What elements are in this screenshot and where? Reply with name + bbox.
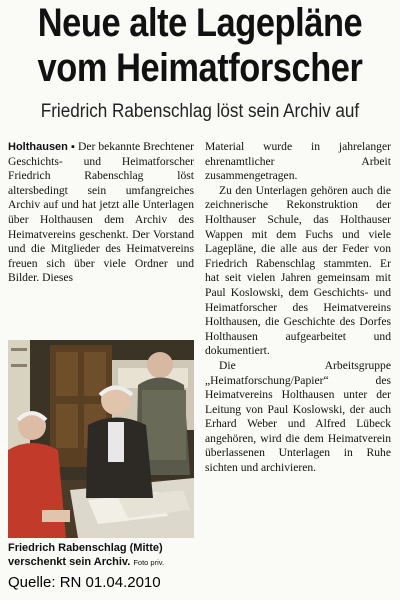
article-paragraph: Zu den Unterlagen gehören auch die zeichnerische Rekonstruktion der Holthauser Schule, das Holthauser Wappen mit dem Fuchs und viele Lagepläne, die alle aus der Feder von Friedrich Rabenschlag stammten. Er hat seit vielen Jahren gemeinsam mit Paul Koslowski, dem Geschichts- und Heimatforscher des Heimatvereins Holthausen, die Geschichte des Dorfes Holthausen aufgearbeitet und dokumentiert. <box>205 183 391 358</box>
article-paragraph <box>8 140 194 286</box>
article-paragraph: Die Arbeitsgruppe „Heimatforschung/Papier“ des Heimatvereins Holthausen unter der Leitung von Paul Koslowski, der auch Erhard Weber und Alfred Lübeck angehören, wird die dem Heimatverein überlassenen Unterlagen in Ruhe sichten und archivieren. <box>205 358 391 475</box>
article-column-right <box>205 140 391 476</box>
headline-line-2: vom Heimatforscher <box>37 46 363 90</box>
article-paragraph: Material wurde in jahrelanger ehrenamtlicher Arbeit zusammengetragen. <box>205 140 391 183</box>
caption-line-2: verschenkt sein Archiv. <box>8 556 131 568</box>
article-photo <box>8 340 194 538</box>
photo-credit: Foto priv. <box>133 558 165 567</box>
dateline: Holthausen <box>8 141 68 153</box>
headline-line-1: Neue alte Lagepläne <box>37 1 363 45</box>
article-text: Der bekannte Brechtener Geschichts- und Heimatforscher Friedrich Rabenschlag löst altersbedingt sein umfangreiches Archiv auf und hat jetzt alle Unterlagen über Holthausen dem Archiv des Heimatvereins geschenkt. Der Vorstand und die Mitglieder des Heimatvereins freuen sich über viele Ordner und Bilder. Dieses <box>8 140 194 285</box>
source-note: Quelle: RN 01.04.2010 <box>8 574 161 591</box>
article-column-left <box>8 140 194 286</box>
caption-line-1: Friedrich Rabenschlag (Mitte) <box>8 542 163 554</box>
photo-illustration <box>8 340 194 538</box>
subheadline: Friedrich Rabenschlag löst sein Archiv auf <box>40 101 360 122</box>
dateline-mark: ▪ <box>67 141 79 153</box>
photo-caption <box>8 541 198 570</box>
